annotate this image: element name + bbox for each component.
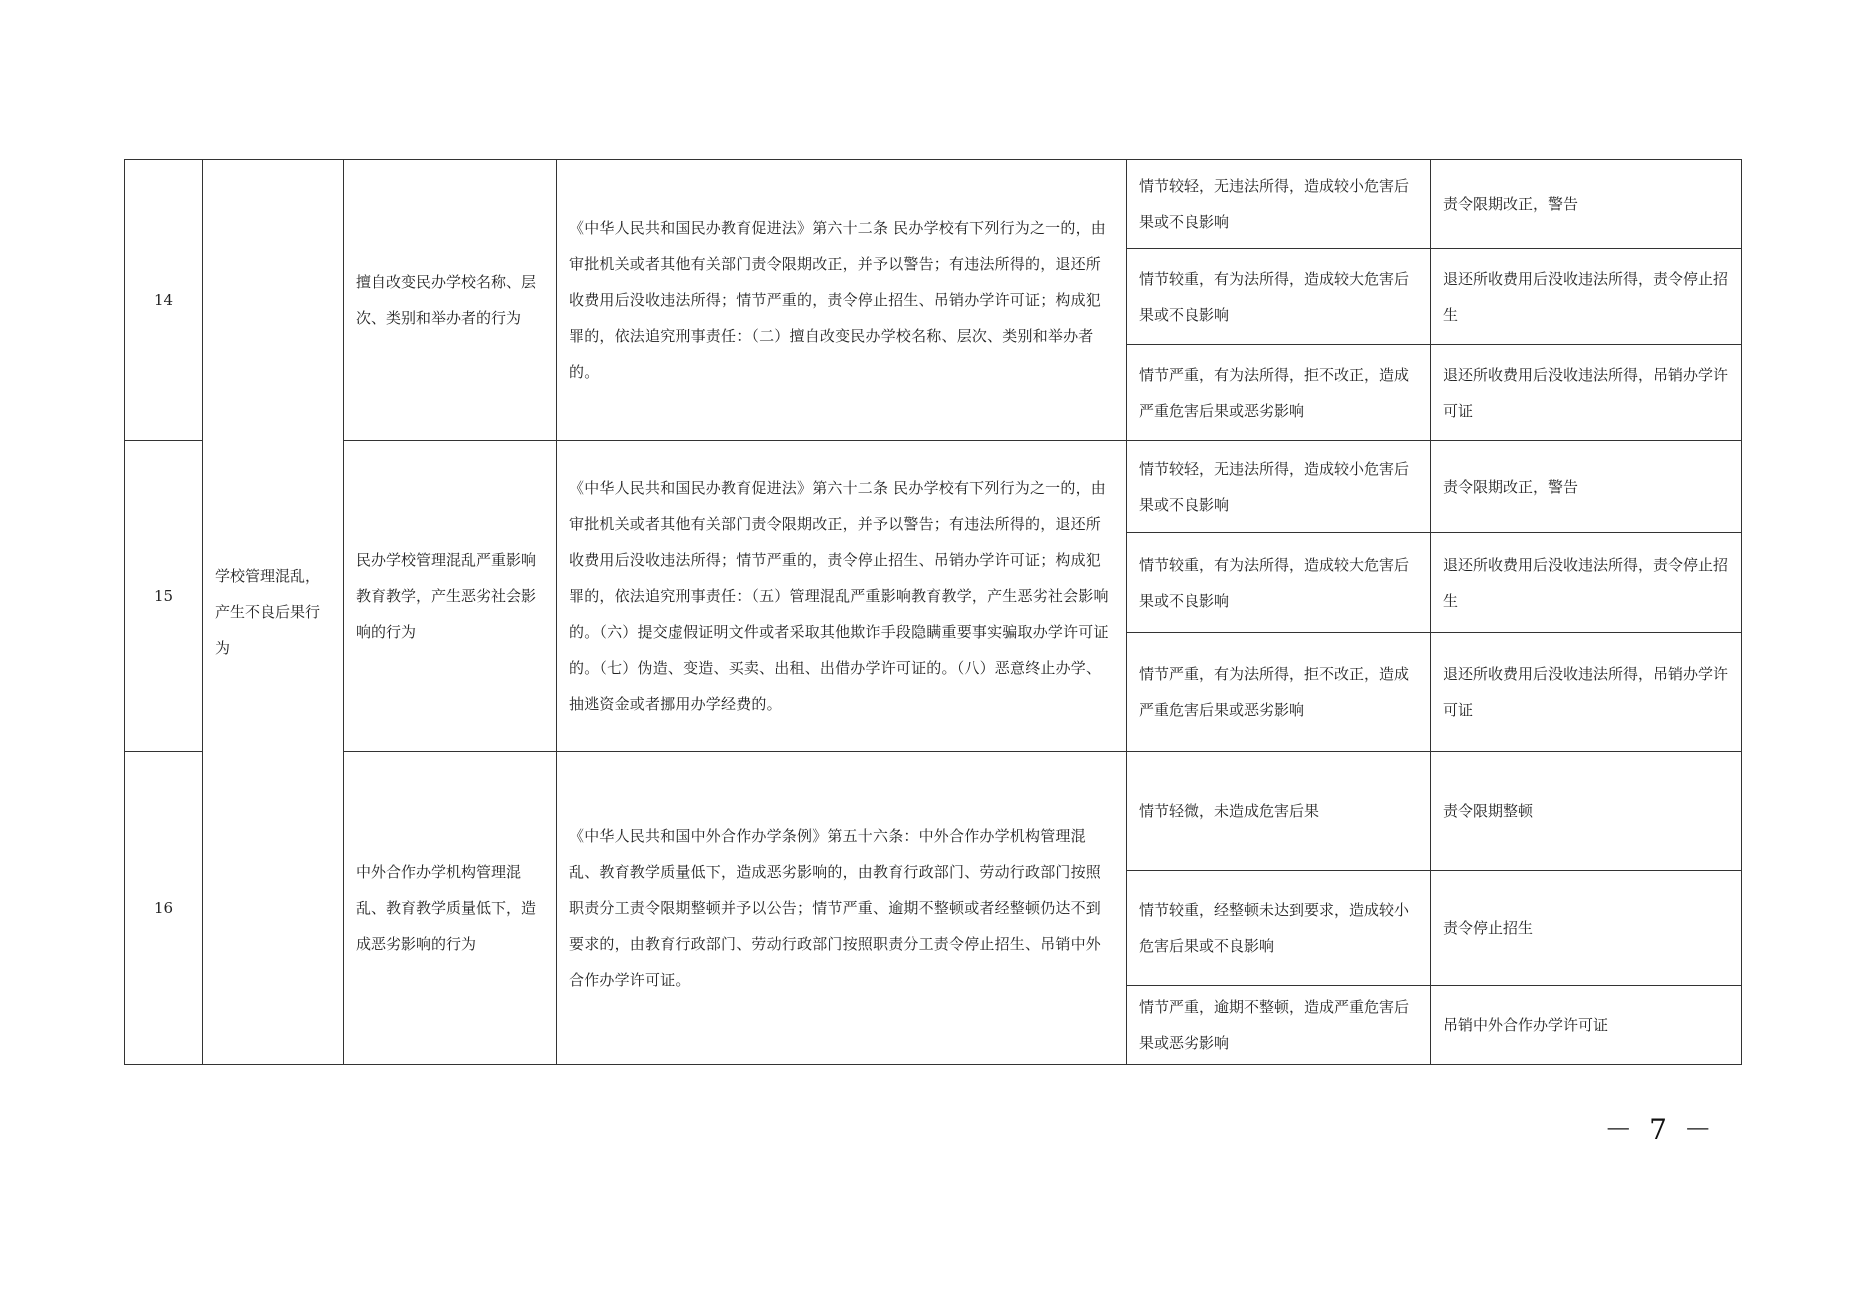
penalty-standard-cell: 退还所收费用后没收违法所得，责令停止招生 xyxy=(1431,249,1742,345)
penalty-standard-cell: 退还所收费用后没收违法所得，吊销办学许可证 xyxy=(1431,633,1742,752)
circumstance-cell: 情节较重，经整顿未达到要求，造成较小危害后果或不良影响 xyxy=(1127,871,1431,986)
row-number: 16 xyxy=(125,752,203,1065)
circumstance-cell: 情节较轻，无违法所得，造成较小危害后果或不良影响 xyxy=(1127,441,1431,533)
circumstance-cell: 情节较重，有为法所得，造成较大危害后果或不良影响 xyxy=(1127,533,1431,633)
legal-basis: 《中华人民共和国中外合作办学条例》第五十六条：中外合作办学机构管理混乱、教育教学质量低下，造成恶劣影响的，由教育行政部门、劳动行政部门按照职责分工责令限期整顿并予以公告；情节严重、逾期不整顿或者经整顿仍达不到要求的，由教育行政部门、劳动行政部门按照职责分工责令停止招生、吊销中外合作办学许可证。 xyxy=(557,752,1127,1065)
circumstance-cell: 情节较轻，无违法所得，造成较小危害后果或不良影响 xyxy=(1127,160,1431,249)
table-row xyxy=(125,160,1742,249)
violation-category: 学校管理混乱，产生不良后果行为 xyxy=(203,160,344,1065)
penalty-standard-cell: 责令限期整顿 xyxy=(1431,752,1742,871)
circumstance-cell: 情节轻微，未造成危害后果 xyxy=(1127,752,1431,871)
circumstance-cell: 情节严重，有为法所得，拒不改正，造成严重危害后果或恶劣影响 xyxy=(1127,633,1431,752)
table-row xyxy=(125,752,1742,871)
violation-behavior: 擅自改变民办学校名称、层次、类别和举办者的行为 xyxy=(344,160,557,441)
penalty-standard-cell: 责令限期改正，警告 xyxy=(1431,160,1742,249)
page-number: － 7 － xyxy=(1604,1113,1716,1146)
penalty-standards-table xyxy=(124,159,1742,1065)
penalty-standard-cell: 吊销中外合作办学许可证 xyxy=(1431,986,1742,1065)
table-row xyxy=(125,441,1742,533)
legal-basis: 《中华人民共和国民办教育促进法》第六十二条 民办学校有下列行为之一的，由审批机关或者其他有关部门责令限期改正，并予以警告；有违法所得的，退还所收费用后没收违法所得；情节严重的，责令停止招生、吊销办学许可证；构成犯罪的，依法追究刑事责任：（二）擅自改变民办学校名称、层次、类别和举办者的。 xyxy=(557,160,1127,441)
legal-basis: 《中华人民共和国民办教育促进法》第六十二条 民办学校有下列行为之一的，由审批机关或者其他有关部门责令限期改正，并予以警告；有违法所得的，退还所收费用后没收违法所得；情节严重的，责令停止招生、吊销办学许可证；构成犯罪的，依法追究刑事责任：（五）管理混乱严重影响教育教学，产生恶劣社会影响的。（六）提交虚假证明文件或者采取其他欺诈手段隐瞒重要事实骗取办学许可证的。（七）伪造、变造、买卖、出租、出借办学许可证的。（八）恶意终止办学、抽逃资金或者挪用办学经费的。 xyxy=(557,441,1127,752)
circumstance-cell: 情节严重，逾期不整顿，造成严重危害后果或恶劣影响 xyxy=(1127,986,1431,1065)
penalty-standard-cell: 退还所收费用后没收违法所得，责令停止招生 xyxy=(1431,533,1742,633)
penalty-standard-cell: 责令限期改正，警告 xyxy=(1431,441,1742,533)
penalty-standard-cell: 责令停止招生 xyxy=(1431,871,1742,986)
circumstance-cell: 情节严重，有为法所得，拒不改正，造成严重危害后果或恶劣影响 xyxy=(1127,345,1431,441)
row-number: 15 xyxy=(125,441,203,752)
circumstance-cell: 情节较重，有为法所得，造成较大危害后果或不良影响 xyxy=(1127,249,1431,345)
violation-behavior: 中外合作办学机构管理混乱、教育教学质量低下，造成恶劣影响的行为 xyxy=(344,752,557,1065)
penalty-standard-cell: 退还所收费用后没收违法所得，吊销办学许可证 xyxy=(1431,345,1742,441)
violation-behavior: 民办学校管理混乱严重影响教育教学，产生恶劣社会影响的行为 xyxy=(344,441,557,752)
row-number: 14 xyxy=(125,160,203,441)
